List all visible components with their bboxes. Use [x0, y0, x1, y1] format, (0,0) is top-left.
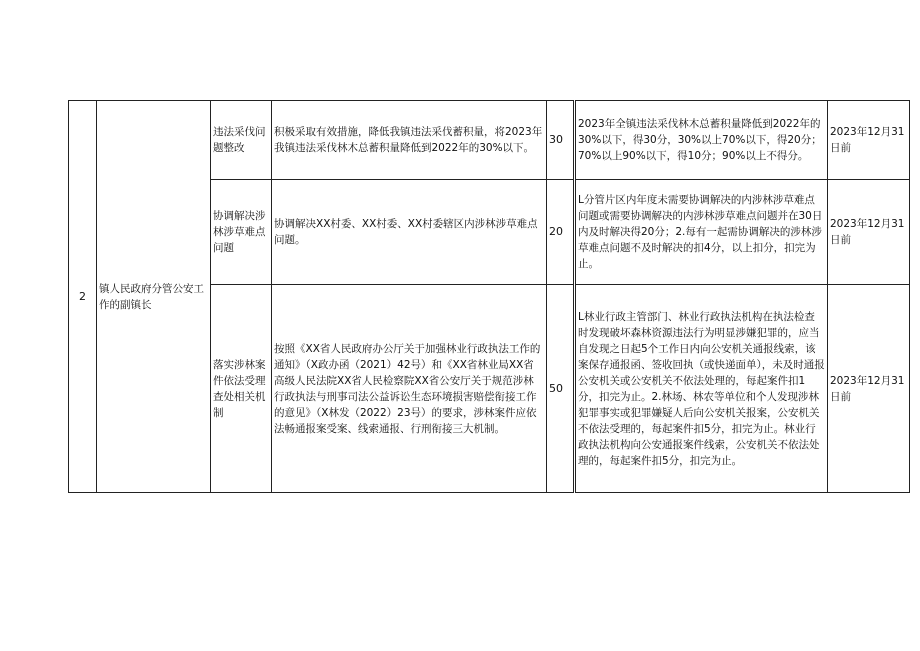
scoring-criteria: L林业行政主管部门、林业行政执法机构在执法检查时发现破坏森林资源违法行为明显涉嫌犯罪的，应当自发现之日起5个工作日内向公安机关通报线索，该案保存通报函、签收回执（或快递面单），未及时通报公安机关或公安机关不依法处理的，每起案件扣1分，扣完为止。2.林场、林农等单位和个人发现涉林犯罪事实或犯罪嫌疑人后向公安机关报案，公安机关不依法受理的，每起案件扣5分，扣完为止。林业行政执法机构向公安通报案件线索，公安机关不依法处理的，每起案件扣5分，扣完为止。: [575, 285, 828, 493]
task-name: 违法采伐问题整改: [211, 101, 272, 180]
table-row: [69, 101, 910, 180]
deadline: 2023年12月31日前: [828, 101, 910, 180]
task-content: 按照《XX省人民政府办公厅关于加强林业行政执法工作的通知》（X政办函（2021）42号）和《XX省林业局XX省高级人民法院XX省人民检察院XX省公安厅关于规范涉林行政执法与刑事司法公益诉讼生态环境损害赔偿衔接工作的意见》（X林发（2022）23号）的要求，涉林案件应依法畅通报案受案、线索通报、行刑衔接三大机制。: [272, 285, 547, 493]
evaluation-table: [68, 100, 910, 493]
responsible-person: 镇人民政府分管公安工作的副镇长: [97, 101, 211, 493]
deadline: 2023年12月31日前: [828, 285, 910, 493]
deadline: 2023年12月31日前: [828, 180, 910, 285]
task-name: 协调解决涉林涉草难点问题: [211, 180, 272, 285]
task-content: 协调解决XX村委、XX村委、XX村委辖区内涉林涉草难点问题。: [272, 180, 547, 285]
score: 20: [547, 180, 575, 285]
score: 50: [547, 285, 575, 493]
task-content: 积极采取有效措施，降低我镇违法采伐蓄积量，将2023年我镇违法采伐林木总蓄积量降低到2022年的30%以下。: [272, 101, 547, 180]
scoring-criteria: L分管片区内年度未需要协调解决的内涉林涉草难点问题或需要协调解决的内涉林涉草难点问题并在30日内及时解决得20分；2.每有一起需协调解决的涉林涉草难点问题不及时解决的扣4分，以上扣分，扣完为止。: [575, 180, 828, 285]
score: 30: [547, 101, 575, 180]
scoring-criteria: 2023年全镇违法采伐林木总蓄积量降低到2022年的30%以下，得30分，30%以上70%以下，得20分；70%以上90%以下，得10分；90%以上不得分。: [575, 101, 828, 180]
row-number: 2: [69, 101, 97, 493]
task-name: 落实涉林案件依法受理查处相关机制: [211, 285, 272, 493]
